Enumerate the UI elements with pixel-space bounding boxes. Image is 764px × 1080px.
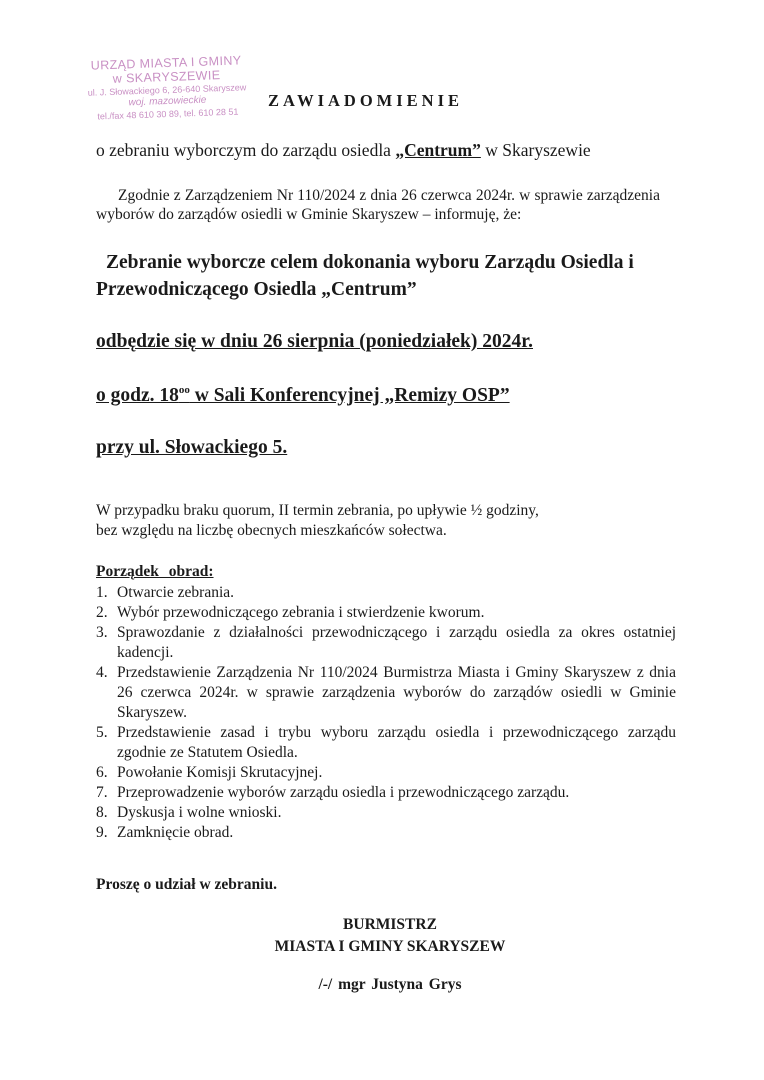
- stamp-line-address: ul. J. Słowackiego 6, 26-640 Skaryszew: [87, 82, 247, 98]
- signer-name: /-/ mgr Justyna Grys: [318, 976, 462, 993]
- agenda-item: [96, 663, 676, 723]
- agenda-item: [96, 763, 676, 783]
- agenda-item-number: 1.: [96, 584, 108, 601]
- agenda-item-text: Powołanie Komisji Skrutacyjnej.: [117, 764, 323, 781]
- agenda-item: [96, 783, 676, 803]
- intro-text: Zgodnie z Zarządzeniem Nr 110/2024 z dnia 26 czerwca 2024r. w sprawie zarządzenia wyborów do zarządów osiedli w Gminie Skaryszew – informuję, że:: [96, 187, 660, 223]
- agenda-item: [96, 623, 676, 663]
- agenda-item: [96, 803, 676, 823]
- quorum-paragraph: [96, 501, 656, 541]
- meeting-date: odbędzie się w dniu 26 sierpnia (poniedziałek) 2024r.: [96, 331, 533, 352]
- agenda-item-number: 7.: [96, 784, 108, 801]
- agenda-title: Porządek obrad:: [96, 563, 214, 580]
- quorum-line-2: bez względu na liczbę obecnych mieszkańców sołectwa.: [96, 522, 447, 539]
- agenda-item-text: Dyskusja i wolne wnioski.: [117, 804, 282, 821]
- stamp-line-town: w SKARYSZEWIE: [112, 68, 221, 86]
- stamp-line-voivodeship: woj. mazowieckie: [128, 94, 207, 109]
- agenda-item: [96, 603, 676, 623]
- agenda-item-text: Przeprowadzenie wyborów zarządu osiedla i przewodniczącego zarządu.: [117, 784, 570, 801]
- agenda-item-number: 9.: [96, 824, 108, 841]
- signature-office: MIASTA I GMINY SKARYSZEW: [274, 938, 506, 955]
- time-minutes: oo: [178, 384, 190, 396]
- agenda-item-text: Wybór przewodniczącego zebrania i stwierdzenie kworum.: [117, 604, 485, 621]
- stamp-line-phone: tel./fax 48 610 30 89, tel. 610 28 51: [97, 106, 239, 122]
- office-stamp: [61, 52, 273, 123]
- subtitle-after: w Skaryszewie: [480, 140, 591, 160]
- agenda-item-text: Sprawozdanie z działalności przewodniczącego i zarządu osiedla za okres ostatniej kadencji.: [117, 624, 676, 661]
- agenda-item-number: 2.: [96, 604, 108, 621]
- time-after: w Sali Konferencyjnej „Remizy OSP”: [189, 385, 510, 406]
- agenda-item-number: 5.: [96, 724, 108, 741]
- subtitle-before: o zebraniu wyborczym do zarządu osiedla: [96, 140, 396, 160]
- agenda-item-text: Przedstawienie Zarządzenia Nr 110/2024 Burmistrza Miasta i Gminy Skaryszew z dnia 26 czerwca 2024r. w sprawie zarządzenia wyborów do zarządów osiedli w Gminie Skaryszew.: [117, 664, 676, 721]
- signature-block: [180, 914, 600, 958]
- document-title: ZAWIADOMIENIE: [268, 91, 464, 110]
- participation-request: Proszę o udział w zebraniu.: [96, 876, 277, 893]
- stamp-line-office: URZĄD MIASTA I GMINY: [90, 53, 242, 73]
- intro-paragraph: [96, 186, 660, 224]
- meeting-time-place: [96, 384, 510, 407]
- headline-text: Zebranie wyborcze celem dokonania wyboru Zarządu Osiedla i Przewodniczącego Osiedla „Centrum”: [96, 252, 634, 300]
- subtitle-estate-name: „Centrum”: [395, 140, 481, 160]
- agenda-item: [96, 583, 676, 603]
- agenda-item: [96, 823, 676, 843]
- quorum-line-1: W przypadku braku quorum, II termin zebrania, po upływie ½ godziny,: [96, 502, 539, 519]
- agenda-item: [96, 723, 676, 763]
- agenda-item-number: 6.: [96, 764, 108, 781]
- agenda-item-number: 3.: [96, 624, 108, 641]
- agenda-item-text: Otwarcie zebrania.: [117, 584, 235, 601]
- agenda-item-number: 8.: [96, 804, 108, 821]
- signature-role: BURMISTRZ: [343, 916, 437, 933]
- document-subtitle: [96, 140, 591, 161]
- agenda-item-text: Przedstawienie zasad i trybu wyboru zarządu osiedla i przewodniczącego zarządu zgodnie ze Statutem Osiedla.: [117, 724, 676, 761]
- meeting-address: przy ul. Słowackiego 5.: [96, 437, 288, 458]
- time-before: o godz. 18: [96, 385, 179, 406]
- agenda-list: [96, 583, 676, 843]
- agenda-item-number: 4.: [96, 664, 108, 681]
- meeting-headline: [96, 249, 676, 303]
- agenda-item-text: Zamknięcie obrad.: [117, 824, 234, 841]
